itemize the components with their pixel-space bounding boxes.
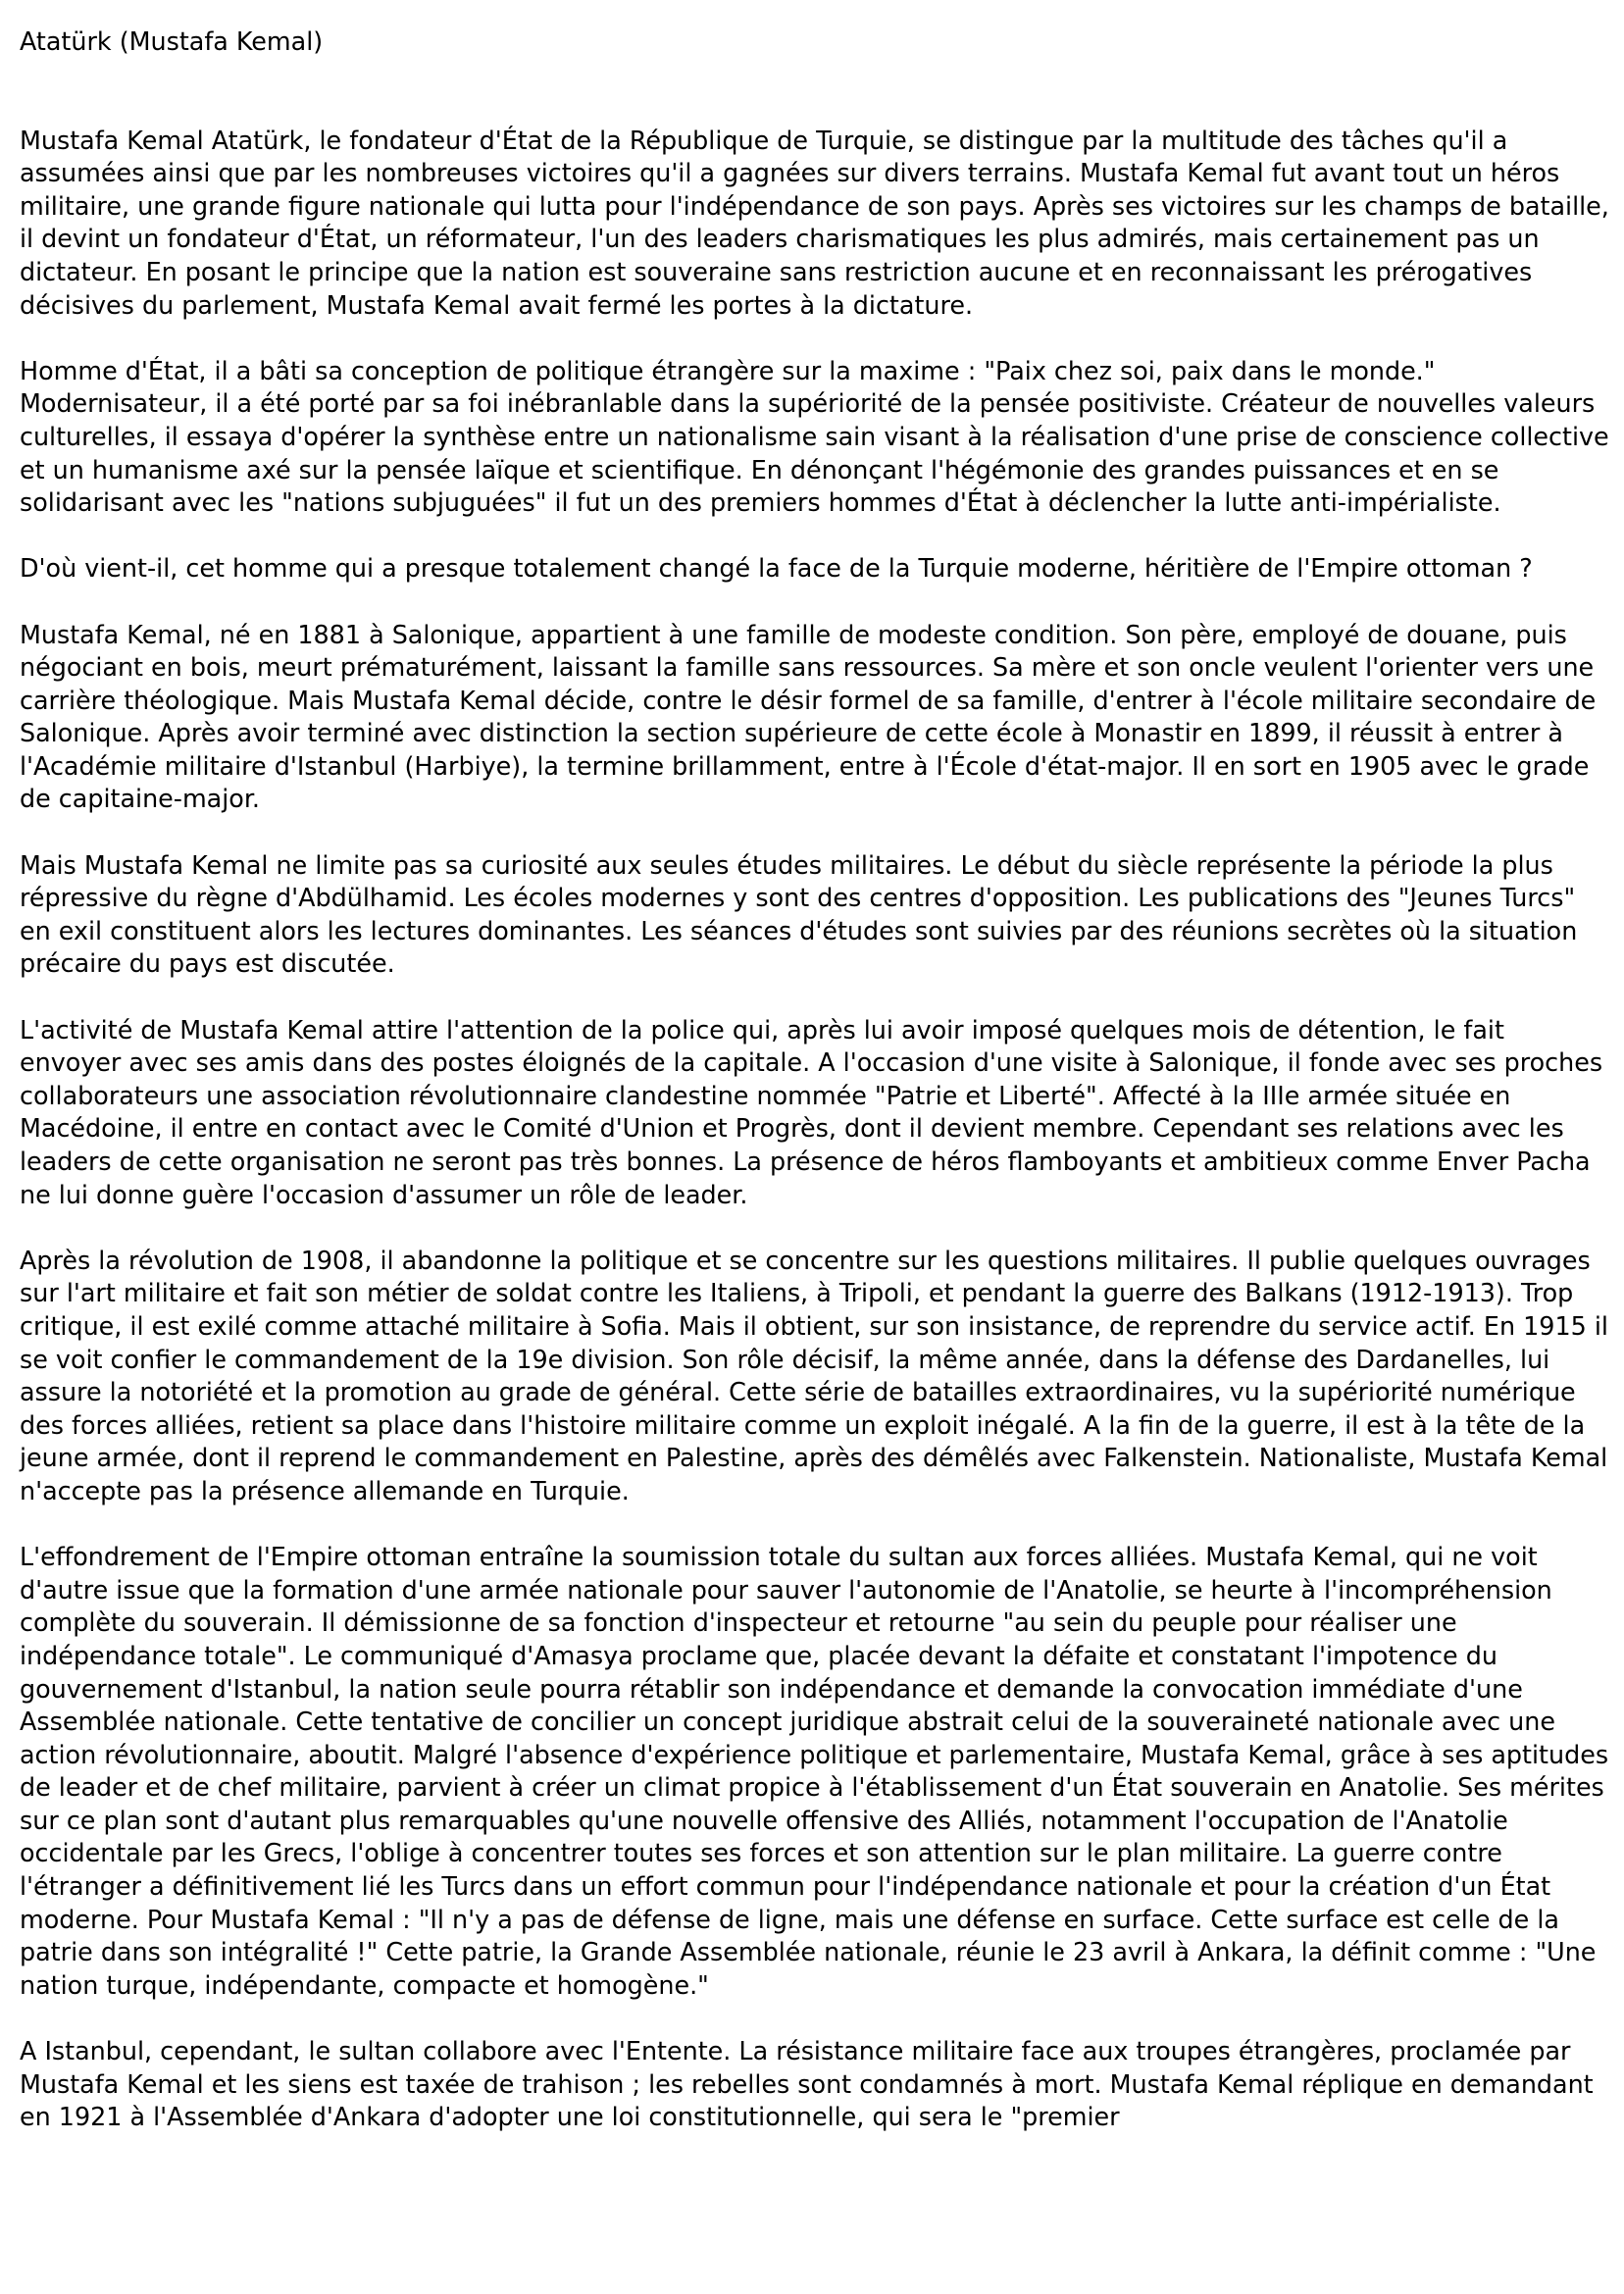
paragraph: A Istanbul, cependant, le sultan collabore avec l'Entente. La résistance militaire face aux troupes étrangères, proclamée par Mustafa Kemal et les siens est taxée de trahison ; les rebelles sont condamnés à mort. Mustafa Kemal réplique en demandant en 1921 à l'Assemblée d'Ankara d'adopter une loi constitutionnelle, qui sera le "premier	[20, 2036, 1594, 2132]
document-page	[20, 25, 1610, 2167]
paragraph: Mustafa Kemal, né en 1881 à Salonique, appartient à une famille de modeste condition. Son père, employé de douane, puis négociant en bois, meurt prématurément, laissant la famille sans ressources. Sa mère et son oncle veulent l'orienter vers une carrière théologique. Mais Mustafa Kemal décide, contre le désir formel de sa famille, d'entrer à l'école militaire secondaire de Salonique. Après avoir terminé avec distinction la section supérieure de cette école à Monastir en 1899, il réussit à entrer à l'Académie militaire d'Istanbul (Harbiye), la termine brillamment, entre à l'École d'état-major. Il en sort en 1905 avec le grade de capitaine-major.	[20, 619, 1597, 814]
paragraph: D'où vient-il, cet homme qui a presque totalement changé la face de la Turquie moderne, héritière de l'Empire ottoman ?	[20, 553, 1533, 584]
title-spacer	[20, 59, 1610, 125]
paragraph: Mais Mustafa Kemal ne limite pas sa curiosité aux seules études militaires. Le début du siècle représente la période la plus répressive du règne d'Abdülhamid. Les écoles modernes y sont des centres d'opposition. Les publications des "Jeunes Turcs" en exil constituent alors les lectures dominantes. Les séances d'études sont suivies par des réunions secrètes où la situation précaire du pays est discutée.	[20, 849, 1578, 979]
paragraph: Homme d'État, il a bâti sa conception de politique étrangère sur la maxime : "Paix chez soi, paix dans le monde." Modernisateur, il a été porté par sa foi inébranlable dans la supériorité de la pensée positiviste. Créateur de nouvelles valeurs culturelles, il essaya d'opérer la synthèse entre un nationalisme sain visant à la réalisation d'une prise de conscience collective et un humanisme axé sur la pensée laïque et scientifique. En dénonçant l'hégémonie des grandes puissances et en se solidarisant avec les "nations subjuguées" il fut un des premiers hommes d'État à déclencher la lutte anti-impérialiste.	[20, 355, 1609, 518]
paragraph: Mustafa Kemal Atatürk, le fondateur d'État de la République de Turquie, se distingue par la multitude des tâches qu'il a assumées ainsi que par les nombreuses victoires qu'il a gagnées sur divers terrains. Mustafa Kemal fut avant tout un héros militaire, une grande figure nationale qui lutta pour l'indépendance de son pays. Après ses victoires sur les champs de bataille, il devint un fondateur d'État, un réformateur, l'un des leaders charismatiques les plus admirés, mais certainement pas un dictateur. En posant le principe que la nation est souveraine sans restriction aucune et en reconnaissant les prérogatives décisives du parlement, Mustafa Kemal avait fermé les portes à la dictature.	[20, 125, 1609, 320]
paragraph: L'effondrement de l'Empire ottoman entraîne la soumission totale du sultan aux forces alliées. Mustafa Kemal, qui ne voit d'autre issue que la formation d'une armée nationale pour sauver l'autonomie de l'Anatolie, se heurte à l'incompréhension complète du souverain. Il démissionne de sa fonction d'inspecteur et retourne "au sein du peuple pour réaliser une indépendance totale". Le communiqué d'Amasya proclame que, placée devant la défaite et constatant l'impotence du gouvernement d'Istanbul, la nation seule pourra rétablir son indépendance et demande la convocation immédiate d'une Assemblée nationale. Cette tentative de concilier un concept juridique abstrait celui de la souveraineté nationale avec une action révolutionnaire, aboutit. Malgré l'absence d'expérience politique et parlementaire, Mustafa Kemal, grâce à ses aptitudes de leader et de chef militaire, parvient à créer un climat propice à l'établissement d'un État souverain en Anatolie. Ses mérites sur ce plan sont d'autant plus remarquables qu'une nouvelle offensive des Alliés, notamment l'occupation de l'Anatolie occidentale par les Grecs, l'oblige à concentrer toutes ses forces et son attention sur le plan militaire. La guerre contre l'étranger a définitivement lié les Turcs dans un effort commun pour l'indépendance nationale et pour la création d'un État moderne. Pour Mustafa Kemal : "Il n'y a pas de défense de ligne, mais une défense en surface. Cette surface est celle de la patrie dans son intégralité !" Cette patrie, la Grande Assemblée nationale, réunie le 23 avril à Ankara, la définit comme : "Une nation turque, indépendante, compacte et homogène."	[20, 1542, 1609, 2000]
paragraph: L'activité de Mustafa Kemal attire l'attention de la police qui, après lui avoir imposé quelques mois de détention, le fait envoyer avec ses amis dans des postes éloignés de la capitale. A l'occasion d'une visite à Salonique, il fonde avec ses proches collaborateurs une association révolutionnaire clandestine nommée "Patrie et Liberté". Affecté à la IIIe armée située en Macédoine, il entre en contact avec le Comité d'Union et Progrès, dont il devient membre. Cependant ses relations avec les leaders de cette organisation ne seront pas très bonnes. La présence de héros flamboyants et ambitieux comme Enver Pacha ne lui donne guère l'occasion d'assumer un rôle de leader.	[20, 1014, 1603, 1209]
paragraph: Après la révolution de 1908, il abandonne la politique et se concentre sur les questions militaires. Il publie quelques ouvrages sur l'art militaire et fait son métier de soldat contre les Italiens, à Tripoli, et pendant la guerre des Balkans (1912-1913). Trop critique, il est exilé comme attaché militaire à Sofia. Mais il obtient, sur son insistance, de reprendre du service actif. En 1915 il se voit confier le commandement de la 19e division. Son rôle décisif, la même année, dans la défense des Dardanelles, lui assure la notoriété et la promotion au grade de général. Cette série de batailles extraordinaires, vu la supériorité numérique des forces alliées, retient sa place dans l'histoire militaire comme un exploit inégalé. A la fin de la guerre, il est à la tête de la jeune armée, dont il reprend le commandement en Palestine, après des démêlés avec Falkenstein. Nationaliste, Mustafa Kemal n'accepte pas la présence allemande en Turquie.	[20, 1245, 1608, 1505]
document-title: Atatürk (Mustafa Kemal)	[20, 26, 324, 56]
